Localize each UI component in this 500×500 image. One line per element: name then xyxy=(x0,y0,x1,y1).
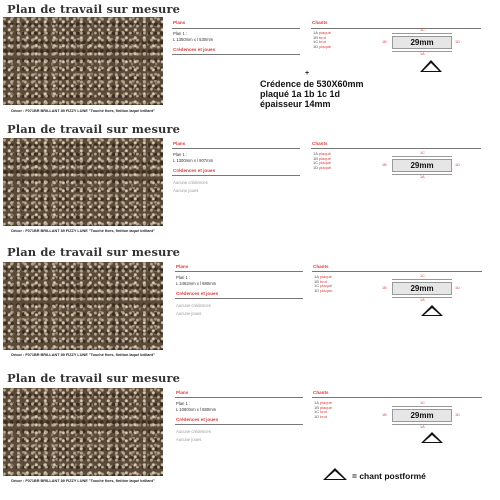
section-title: Plan de travail sur mesure xyxy=(7,245,181,259)
edge-label-right: 1D xyxy=(455,286,460,290)
section-title: Plan de travail sur mesure xyxy=(7,371,181,385)
diagram-top-line xyxy=(392,33,452,34)
chants-list xyxy=(314,275,332,293)
plan-label: Plan 1 : xyxy=(173,31,188,36)
edge-diagram xyxy=(378,276,478,302)
joues-value: Aucune joues xyxy=(173,188,199,193)
credences-header: Crédences et joues xyxy=(176,417,219,422)
postform-triangle-inner xyxy=(424,435,440,442)
credence-note-line1: Crédence de 530X60mm xyxy=(260,79,364,89)
chant-row: 1Dbrut xyxy=(314,413,328,419)
credences-divider xyxy=(172,54,300,55)
plan-label: Plan 1 : xyxy=(176,275,191,280)
plan-dimensions: L 1060mm x l 680mm xyxy=(176,407,217,412)
edge-label-left: 1B xyxy=(382,40,387,44)
decor-sample-photo xyxy=(3,17,163,105)
edge-label-left: 1B xyxy=(382,286,387,290)
edge-label-top: 1C xyxy=(420,401,425,405)
credences-value: Aucune crédences xyxy=(173,180,208,185)
chants-divider xyxy=(312,397,482,398)
chant-row: 1Dplaqué xyxy=(313,43,332,49)
credence-note-line2: plaqué 1a 1b 1c 1d xyxy=(260,89,341,99)
worktop-section-1 xyxy=(0,0,500,120)
plan-label: Plan 1 : xyxy=(176,401,191,406)
plans-header: Plans xyxy=(173,20,186,25)
edge-label-top: 1C xyxy=(420,151,425,155)
edge-label-top: 1C xyxy=(420,28,425,32)
thickness-box: 29mm xyxy=(392,409,452,422)
decor-caption: Décor : F071BR BRILLANT 89 FIZZY LUNE "Touché fixes, finition laqué brillant" xyxy=(11,353,155,357)
decor-sample-photo xyxy=(3,262,163,350)
edge-label-top: 1C xyxy=(420,274,425,278)
chant-row: 1Dplaqué xyxy=(314,287,333,293)
chants-divider xyxy=(311,28,481,29)
worktop-section-3 xyxy=(0,243,500,370)
plans-divider xyxy=(175,271,303,272)
chant-row: 1Aplaqué xyxy=(314,400,332,405)
section-title: Plan de travail sur mesure xyxy=(7,2,181,16)
plan-dimensions: L 2462mm x l 680mm xyxy=(176,281,217,286)
chants-header: Chants xyxy=(313,390,329,395)
chant-row: 1Aplaqué xyxy=(313,30,331,35)
plans-header: Plans xyxy=(176,390,189,395)
plan-dimensions: L 1350mm x l 530mm xyxy=(173,37,214,42)
plans-header: Plans xyxy=(173,141,186,146)
edge-label-left: 1B xyxy=(382,163,387,167)
credences-header: Crédences et joues xyxy=(173,168,216,173)
edge-label-right: 1D xyxy=(455,40,460,44)
chant-row: 1Bplaqué xyxy=(313,155,331,161)
chants-header: Chants xyxy=(312,20,328,25)
plus-sign: + xyxy=(305,70,310,77)
plans-divider xyxy=(172,28,300,29)
chant-row: 1Aplaqué xyxy=(314,274,332,279)
thickness-box: 29mm xyxy=(392,282,452,295)
chant-row: 1Bplaqué xyxy=(314,404,332,410)
plans-divider xyxy=(175,397,303,398)
plan-label: Plan 1 : xyxy=(173,152,188,157)
section-title: Plan de travail sur mesure xyxy=(7,122,181,136)
legend-text: = chant postformé xyxy=(352,471,426,481)
chants-list xyxy=(314,401,332,419)
chant-row: 1Cplaqué xyxy=(314,283,333,289)
chant-row: 1Aplaqué xyxy=(313,151,331,156)
credences-value: Aucune crédences xyxy=(176,303,211,308)
legend-triangle-inner xyxy=(326,471,344,479)
diagram-top-line xyxy=(392,406,452,407)
edge-diagram xyxy=(378,403,478,429)
edge-label-right: 1D xyxy=(455,413,460,417)
edge-label-bottom: 1A xyxy=(420,175,425,179)
chant-row: 1Bbrut xyxy=(314,278,327,284)
chants-divider xyxy=(312,271,482,272)
chants-list xyxy=(313,152,331,170)
chants-header: Chants xyxy=(313,264,329,269)
worktop-section-2 xyxy=(0,120,500,245)
chant-row: 1Cbrut xyxy=(314,409,328,415)
edge-label-bottom: 1A xyxy=(420,52,425,56)
decor-sample-photo xyxy=(3,138,163,226)
edge-diagram xyxy=(378,153,478,179)
thickness-box: 29mm xyxy=(392,159,452,172)
thickness-box: 29mm xyxy=(392,36,452,49)
postform-triangle-inner xyxy=(424,308,440,315)
postform-triangle-inner xyxy=(423,63,439,71)
chant-row: 1Bbrut xyxy=(313,34,326,40)
edge-label-right: 1D xyxy=(455,163,460,167)
chant-row: 1Cbrut xyxy=(313,39,327,45)
credences-divider xyxy=(175,298,303,299)
credences-header: Crédences et joues xyxy=(173,47,216,52)
edge-label-left: 1B xyxy=(382,413,387,417)
decor-caption: Décor : F071BR BRILLANT 89 FIZZY LUNE "Touché fixes, finition laqué brillant" xyxy=(11,109,155,113)
credences-divider xyxy=(175,424,303,425)
chants-header: Chants xyxy=(312,141,328,146)
chant-row: 1Dplaqué xyxy=(313,164,332,170)
decor-caption: Décor : F071BR BRILLANT 89 FIZZY LUNE "Touché fixes, finition laqué brillant" xyxy=(11,479,155,483)
decor-sample-photo xyxy=(3,388,163,476)
diagram-top-line xyxy=(392,156,452,157)
diagram-top-line xyxy=(392,279,452,280)
credences-value: Aucune crédences xyxy=(176,429,211,434)
credences-divider xyxy=(172,175,300,176)
decor-caption: Décor : F071BR BRILLANT 89 FIZZY LUNE "Touché fixes, finition laqué brillant" xyxy=(11,229,155,233)
edge-diagram xyxy=(378,30,478,56)
chant-row: 1Cplaqué xyxy=(313,160,332,166)
edge-label-bottom: 1A xyxy=(420,425,425,429)
plans-divider xyxy=(172,148,300,149)
chants-list xyxy=(313,31,331,49)
joues-value: Aucune joues xyxy=(176,437,202,442)
credences-header: Crédences et joues xyxy=(176,291,219,296)
joues-value: Aucune joues xyxy=(176,311,202,316)
credence-note-line3: épaisseur 14mm xyxy=(260,99,331,109)
chants-divider xyxy=(311,148,481,149)
edge-label-bottom: 1A xyxy=(420,298,425,302)
plans-header: Plans xyxy=(176,264,189,269)
plan-dimensions: L 1300mm x l 907mm xyxy=(173,158,214,163)
